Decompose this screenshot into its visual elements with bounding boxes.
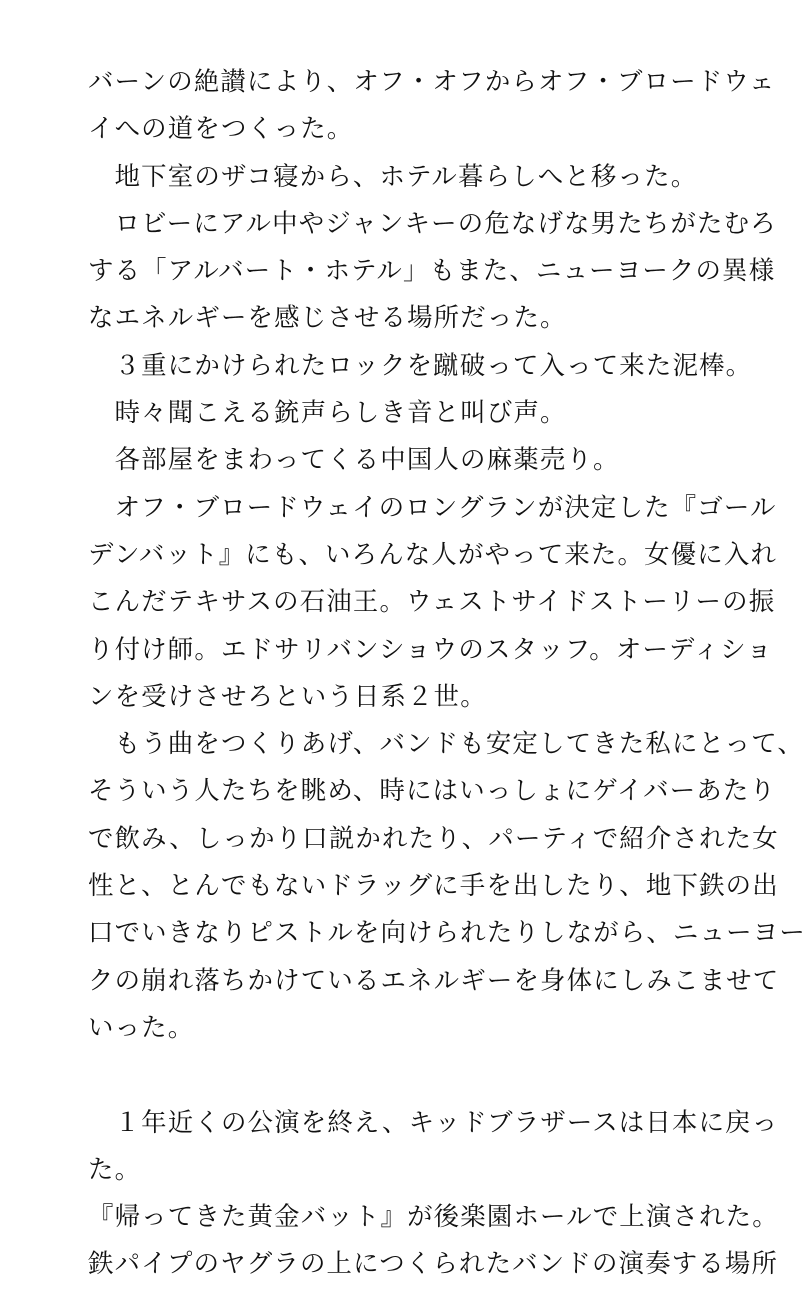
text-line: クの崩れ落ちかけているエネルギーを身体にしみこませて: [88, 964, 780, 995]
text-line: いった。: [88, 1011, 195, 1042]
text-line: する「アルバート・ホテル」もまた、ニューヨークの異様: [88, 255, 776, 286]
text-line: 口でいきなりピストルを向けられたりしながら、ニューヨー: [88, 917, 806, 948]
text-line: 時々聞こえる銃声らしき音と叫び声。: [88, 397, 567, 428]
text-line: で飲み、しっかり口説かれたり、パーティで紹介された女: [88, 822, 779, 853]
text-line: もう曲をつくりあげ、バンドも安定してきた私にとって、: [88, 728, 804, 759]
text-line: １年近くの公演を終え、キッドブラザースは日本に戻っ: [88, 1106, 779, 1137]
text-line: オフ・ブロードウェイのロングランが決定した『ゴール: [88, 491, 777, 522]
text-line: ンを受けさせろという日系２世。: [88, 680, 487, 711]
text-line: イへの道をつくった。: [88, 113, 354, 144]
text-line: そういう人たちを眺め、時にはいっしょにゲイバーあたり: [88, 775, 777, 806]
text-line: ロビーにアル中やジャンキーの危なげな男たちがたむろ: [88, 207, 777, 238]
text-line: り付け師。エドサリバンショウのスタッフ。オーディショ: [88, 633, 773, 664]
section-break: [88, 1051, 728, 1098]
text-line: 性と、とんでもないドラッグに手を出したり、地下鉄の出: [88, 870, 779, 901]
body-text: [88, 58, 806, 1288]
text-line: 地下室のザコ寝から、ホテル暮らしへと移った。: [88, 160, 698, 191]
text-line: 各部屋をまわってくる中国人の麻薬売り。: [88, 444, 620, 475]
text-line: 『帰ってきた黄金バット』が後楽園ホールで上演された。: [88, 1201, 779, 1232]
text-line: なエネルギーを感じさせる場所だった。: [88, 302, 567, 333]
text-line: た。: [88, 1153, 142, 1184]
text-line: ３重にかけられたロックを蹴破って入って来た泥棒。: [88, 349, 753, 380]
text-line: こんだテキサスの石油王。ウェストサイドストーリーの振: [88, 586, 776, 617]
text-line: デンバット』にも、いろんな人がやって来た。女優に入れ: [88, 538, 778, 569]
text-line: バーンの絶讃により、オフ・オフからオフ・ブロードウェ: [88, 66, 776, 96]
text-line: 鉄パイプのヤグラの上につくられたバンドの演奏する場所: [88, 1248, 779, 1279]
